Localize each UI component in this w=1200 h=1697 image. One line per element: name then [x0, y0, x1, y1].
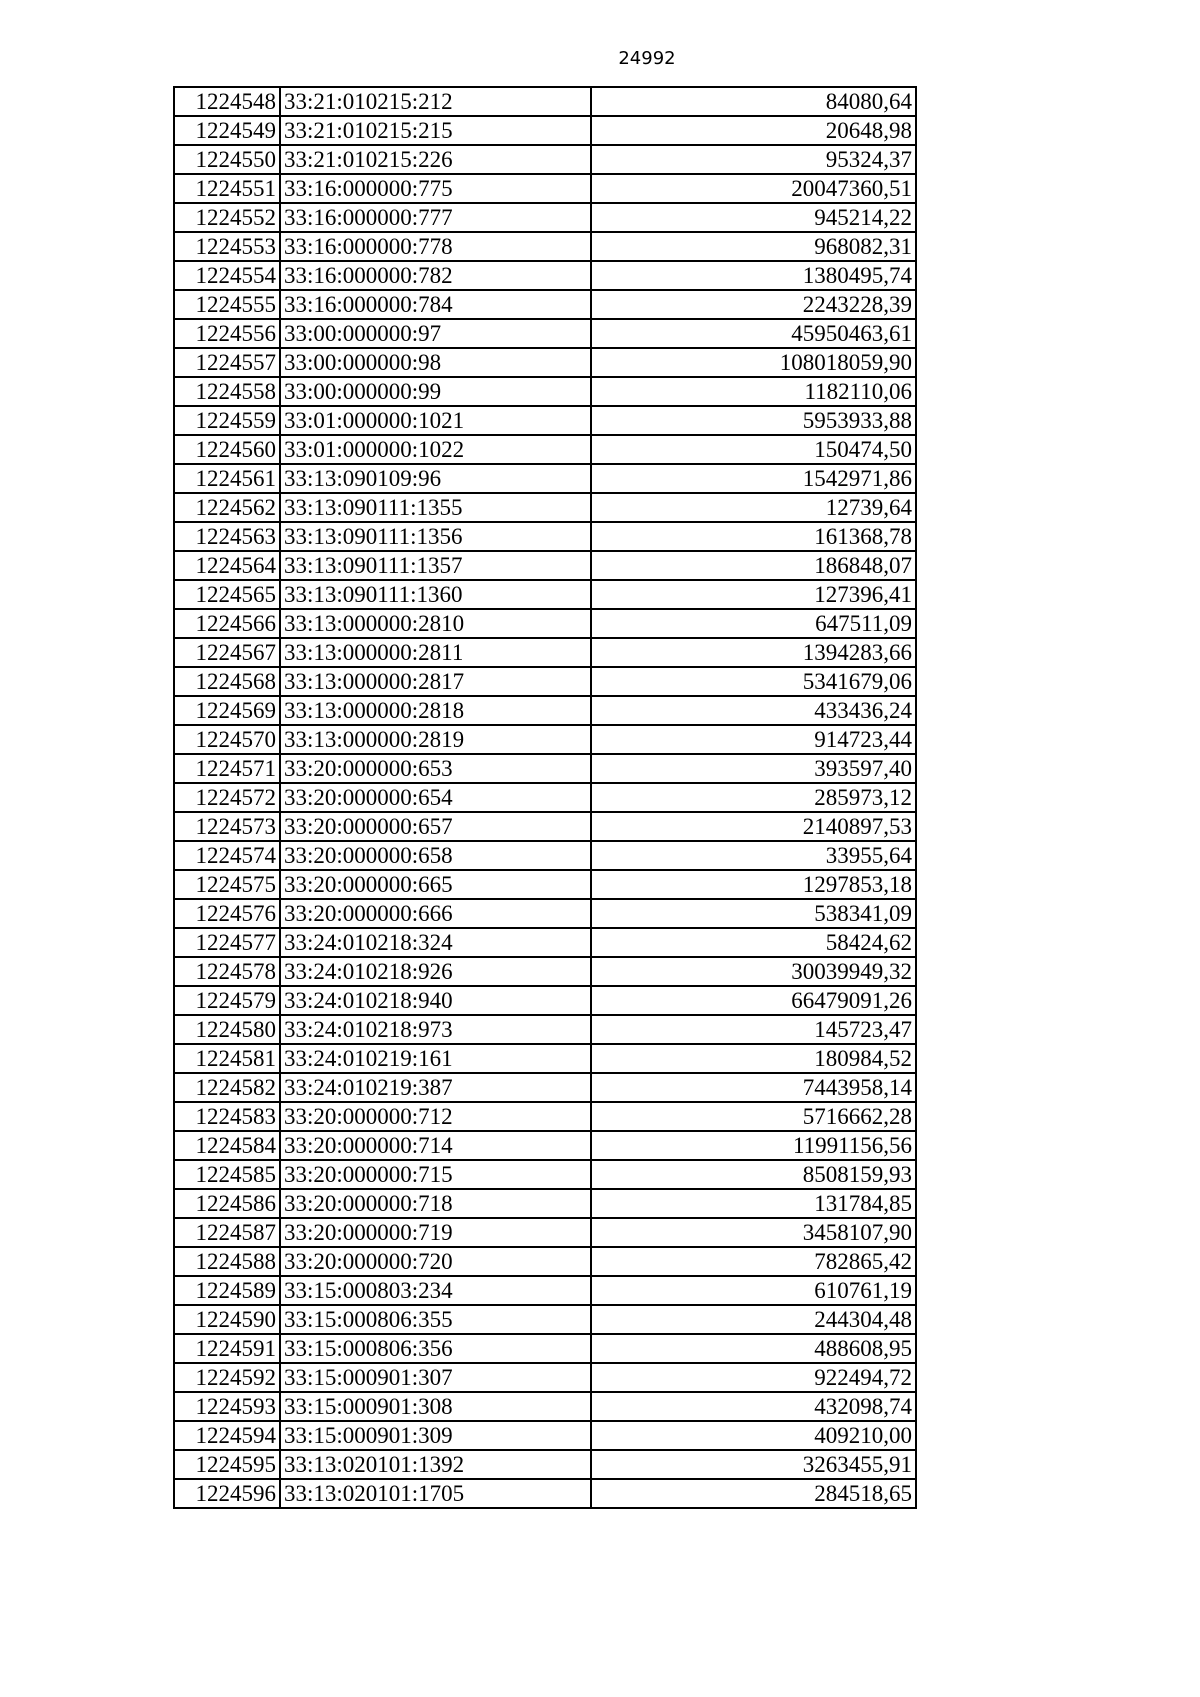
- value-cell: 3458107,90: [591, 1218, 916, 1247]
- table-row: [174, 1044, 916, 1073]
- value-cell: 127396,41: [591, 580, 916, 609]
- value-cell: 285973,12: [591, 783, 916, 812]
- value-cell: 244304,48: [591, 1305, 916, 1334]
- row-id-cell: 1224582: [174, 1073, 280, 1102]
- cadastral-number-cell: 33:13:090111:1356: [280, 522, 591, 551]
- value-cell: 2243228,39: [591, 290, 916, 319]
- cadastral-number-cell: 33:15:000806:355: [280, 1305, 591, 1334]
- cadastral-number-cell: 33:21:010215:215: [280, 116, 591, 145]
- cadastral-number-cell: 33:16:000000:784: [280, 290, 591, 319]
- row-id-cell: 1224570: [174, 725, 280, 754]
- table-row: [174, 1363, 916, 1392]
- value-cell: 161368,78: [591, 522, 916, 551]
- table-row: [174, 145, 916, 174]
- row-id-cell: 1224579: [174, 986, 280, 1015]
- table-row: [174, 1479, 916, 1508]
- row-id-cell: 1224580: [174, 1015, 280, 1044]
- table-row: [174, 1131, 916, 1160]
- row-id-cell: 1224554: [174, 261, 280, 290]
- value-cell: 145723,47: [591, 1015, 916, 1044]
- table-row: [174, 638, 916, 667]
- cadastral-number-cell: 33:13:020101:1392: [280, 1450, 591, 1479]
- row-id-cell: 1224590: [174, 1305, 280, 1334]
- value-cell: 968082,31: [591, 232, 916, 261]
- value-cell: 66479091,26: [591, 986, 916, 1015]
- cadastral-number-cell: 33:00:000000:97: [280, 319, 591, 348]
- table-row: [174, 464, 916, 493]
- row-id-cell: 1224589: [174, 1276, 280, 1305]
- cadastral-number-cell: 33:20:000000:719: [280, 1218, 591, 1247]
- cadastral-number-cell: 33:13:090111:1357: [280, 551, 591, 580]
- value-cell: 284518,65: [591, 1479, 916, 1508]
- table-row: [174, 1160, 916, 1189]
- row-id-cell: 1224557: [174, 348, 280, 377]
- table-row: [174, 522, 916, 551]
- table-row: [174, 290, 916, 319]
- table-row: [174, 928, 916, 957]
- value-cell: 782865,42: [591, 1247, 916, 1276]
- value-cell: 7443958,14: [591, 1073, 916, 1102]
- value-cell: 8508159,93: [591, 1160, 916, 1189]
- row-id-cell: 1224567: [174, 638, 280, 667]
- cadastral-number-cell: 33:21:010215:226: [280, 145, 591, 174]
- row-id-cell: 1224595: [174, 1450, 280, 1479]
- value-cell: 538341,09: [591, 899, 916, 928]
- table-row: [174, 841, 916, 870]
- row-id-cell: 1224574: [174, 841, 280, 870]
- table-row: [174, 783, 916, 812]
- row-id-cell: 1224594: [174, 1421, 280, 1450]
- cadastral-number-cell: 33:20:000000:720: [280, 1247, 591, 1276]
- row-id-cell: 1224592: [174, 1363, 280, 1392]
- value-cell: 33955,64: [591, 841, 916, 870]
- value-cell: 432098,74: [591, 1392, 916, 1421]
- table-row: [174, 116, 916, 145]
- table-row: [174, 1015, 916, 1044]
- cadastral-number-cell: 33:01:000000:1022: [280, 435, 591, 464]
- value-cell: 1542971,86: [591, 464, 916, 493]
- value-cell: 1297853,18: [591, 870, 916, 899]
- table-row: [174, 493, 916, 522]
- cadastral-number-cell: 33:24:010219:161: [280, 1044, 591, 1073]
- table-row: [174, 667, 916, 696]
- row-id-cell: 1224550: [174, 145, 280, 174]
- value-cell: 488608,95: [591, 1334, 916, 1363]
- table-row: [174, 1102, 916, 1131]
- table-row: [174, 232, 916, 261]
- value-cell: 1394283,66: [591, 638, 916, 667]
- cadastral-number-cell: 33:20:000000:658: [280, 841, 591, 870]
- row-id-cell: 1224583: [174, 1102, 280, 1131]
- table-row: [174, 87, 916, 116]
- cadastral-number-cell: 33:13:000000:2817: [280, 667, 591, 696]
- table-row: [174, 1073, 916, 1102]
- value-cell: 108018059,90: [591, 348, 916, 377]
- row-id-cell: 1224559: [174, 406, 280, 435]
- cadastral-number-cell: 33:24:010218:940: [280, 986, 591, 1015]
- row-id-cell: 1224591: [174, 1334, 280, 1363]
- row-id-cell: 1224560: [174, 435, 280, 464]
- value-cell: 1182110,06: [591, 377, 916, 406]
- cadastral-number-cell: 33:13:090111:1355: [280, 493, 591, 522]
- cadastral-number-cell: 33:16:000000:778: [280, 232, 591, 261]
- row-id-cell: 1224577: [174, 928, 280, 957]
- table-row: [174, 1421, 916, 1450]
- cadastral-number-cell: 33:13:000000:2818: [280, 696, 591, 725]
- value-cell: 5341679,06: [591, 667, 916, 696]
- value-cell: 84080,64: [591, 87, 916, 116]
- cadastral-number-cell: 33:15:000901:307: [280, 1363, 591, 1392]
- cadastral-number-cell: 33:13:020101:1705: [280, 1479, 591, 1508]
- cadastral-number-cell: 33:13:000000:2819: [280, 725, 591, 754]
- table-row: [174, 348, 916, 377]
- cadastral-number-cell: 33:24:010218:324: [280, 928, 591, 957]
- table-row: [174, 174, 916, 203]
- row-id-cell: 1224587: [174, 1218, 280, 1247]
- row-id-cell: 1224558: [174, 377, 280, 406]
- row-id-cell: 1224588: [174, 1247, 280, 1276]
- cadastral-number-cell: 33:13:090111:1360: [280, 580, 591, 609]
- value-cell: 922494,72: [591, 1363, 916, 1392]
- table-row: [174, 754, 916, 783]
- row-id-cell: 1224586: [174, 1189, 280, 1218]
- table-row: [174, 986, 916, 1015]
- row-id-cell: 1224573: [174, 812, 280, 841]
- row-id-cell: 1224552: [174, 203, 280, 232]
- row-id-cell: 1224566: [174, 609, 280, 638]
- row-id-cell: 1224553: [174, 232, 280, 261]
- row-id-cell: 1224556: [174, 319, 280, 348]
- row-id-cell: 1224561: [174, 464, 280, 493]
- cadastral-number-cell: 33:20:000000:714: [280, 1131, 591, 1160]
- value-cell: 180984,52: [591, 1044, 916, 1073]
- value-cell: 95324,37: [591, 145, 916, 174]
- value-cell: 20648,98: [591, 116, 916, 145]
- cadastral-number-cell: 33:16:000000:777: [280, 203, 591, 232]
- cadastral-number-cell: 33:24:010218:926: [280, 957, 591, 986]
- value-cell: 12739,64: [591, 493, 916, 522]
- table-row: [174, 1450, 916, 1479]
- value-cell: 58424,62: [591, 928, 916, 957]
- row-id-cell: 1224571: [174, 754, 280, 783]
- cadastral-number-cell: 33:21:010215:212: [280, 87, 591, 116]
- cadastral-number-cell: 33:16:000000:775: [280, 174, 591, 203]
- cadastral-number-cell: 33:01:000000:1021: [280, 406, 591, 435]
- cadastral-number-cell: 33:15:000901:308: [280, 1392, 591, 1421]
- table-row: [174, 812, 916, 841]
- table-row: [174, 1392, 916, 1421]
- table-row: [174, 609, 916, 638]
- row-id-cell: 1224565: [174, 580, 280, 609]
- cadastral-number-cell: 33:15:000901:309: [280, 1421, 591, 1450]
- row-id-cell: 1224578: [174, 957, 280, 986]
- row-id-cell: 1224572: [174, 783, 280, 812]
- table-row: [174, 435, 916, 464]
- table-row: [174, 725, 916, 754]
- value-cell: 2140897,53: [591, 812, 916, 841]
- row-id-cell: 1224584: [174, 1131, 280, 1160]
- row-id-cell: 1224555: [174, 290, 280, 319]
- cadastral-number-cell: 33:13:000000:2810: [280, 609, 591, 638]
- registry-table-body: [174, 87, 916, 1508]
- row-id-cell: 1224569: [174, 696, 280, 725]
- cadastral-number-cell: 33:20:000000:712: [280, 1102, 591, 1131]
- row-id-cell: 1224568: [174, 667, 280, 696]
- cadastral-number-cell: 33:00:000000:98: [280, 348, 591, 377]
- row-id-cell: 1224564: [174, 551, 280, 580]
- value-cell: 150474,50: [591, 435, 916, 464]
- value-cell: 5716662,28: [591, 1102, 916, 1131]
- row-id-cell: 1224575: [174, 870, 280, 899]
- cadastral-number-cell: 33:00:000000:99: [280, 377, 591, 406]
- table-row: [174, 899, 916, 928]
- value-cell: 3263455,91: [591, 1450, 916, 1479]
- value-cell: 20047360,51: [591, 174, 916, 203]
- page-number: 24992: [618, 48, 676, 69]
- row-id-cell: 1224563: [174, 522, 280, 551]
- value-cell: 11991156,56: [591, 1131, 916, 1160]
- row-id-cell: 1224549: [174, 116, 280, 145]
- cadastral-number-cell: 33:20:000000:718: [280, 1189, 591, 1218]
- cadastral-number-cell: 33:24:010218:973: [280, 1015, 591, 1044]
- value-cell: 186848,07: [591, 551, 916, 580]
- cadastral-number-cell: 33:24:010219:387: [280, 1073, 591, 1102]
- cadastral-number-cell: 33:20:000000:715: [280, 1160, 591, 1189]
- table-row: [174, 203, 916, 232]
- table-row: [174, 870, 916, 899]
- table-row: [174, 1305, 916, 1334]
- value-cell: 393597,40: [591, 754, 916, 783]
- cadastral-number-cell: 33:13:000000:2811: [280, 638, 591, 667]
- row-id-cell: 1224551: [174, 174, 280, 203]
- table-row: [174, 377, 916, 406]
- cadastral-number-cell: 33:20:000000:665: [280, 870, 591, 899]
- table-row: [174, 1218, 916, 1247]
- value-cell: 914723,44: [591, 725, 916, 754]
- row-id-cell: 1224576: [174, 899, 280, 928]
- value-cell: 647511,09: [591, 609, 916, 638]
- row-id-cell: 1224585: [174, 1160, 280, 1189]
- registry-table: [173, 86, 917, 1509]
- table-row: [174, 1334, 916, 1363]
- table-row: [174, 957, 916, 986]
- cadastral-number-cell: 33:20:000000:666: [280, 899, 591, 928]
- cadastral-number-cell: 33:20:000000:657: [280, 812, 591, 841]
- row-id-cell: 1224581: [174, 1044, 280, 1073]
- row-id-cell: 1224596: [174, 1479, 280, 1508]
- cadastral-number-cell: 33:13:090109:96: [280, 464, 591, 493]
- table-row: [174, 551, 916, 580]
- value-cell: 433436,24: [591, 696, 916, 725]
- cadastral-number-cell: 33:20:000000:653: [280, 754, 591, 783]
- table-row: [174, 580, 916, 609]
- table-row: [174, 1276, 916, 1305]
- value-cell: 30039949,32: [591, 957, 916, 986]
- value-cell: 5953933,88: [591, 406, 916, 435]
- table-row: [174, 696, 916, 725]
- row-id-cell: 1224562: [174, 493, 280, 522]
- value-cell: 131784,85: [591, 1189, 916, 1218]
- row-id-cell: 1224548: [174, 87, 280, 116]
- cadastral-number-cell: 33:20:000000:654: [280, 783, 591, 812]
- row-id-cell: 1224593: [174, 1392, 280, 1421]
- value-cell: 945214,22: [591, 203, 916, 232]
- value-cell: 610761,19: [591, 1276, 916, 1305]
- value-cell: 45950463,61: [591, 319, 916, 348]
- table-row: [174, 319, 916, 348]
- table-row: [174, 406, 916, 435]
- table-row: [174, 1189, 916, 1218]
- cadastral-number-cell: 33:15:000803:234: [280, 1276, 591, 1305]
- value-cell: 1380495,74: [591, 261, 916, 290]
- table-row: [174, 1247, 916, 1276]
- cadastral-number-cell: 33:15:000806:356: [280, 1334, 591, 1363]
- table-row: [174, 261, 916, 290]
- cadastral-number-cell: 33:16:000000:782: [280, 261, 591, 290]
- value-cell: 409210,00: [591, 1421, 916, 1450]
